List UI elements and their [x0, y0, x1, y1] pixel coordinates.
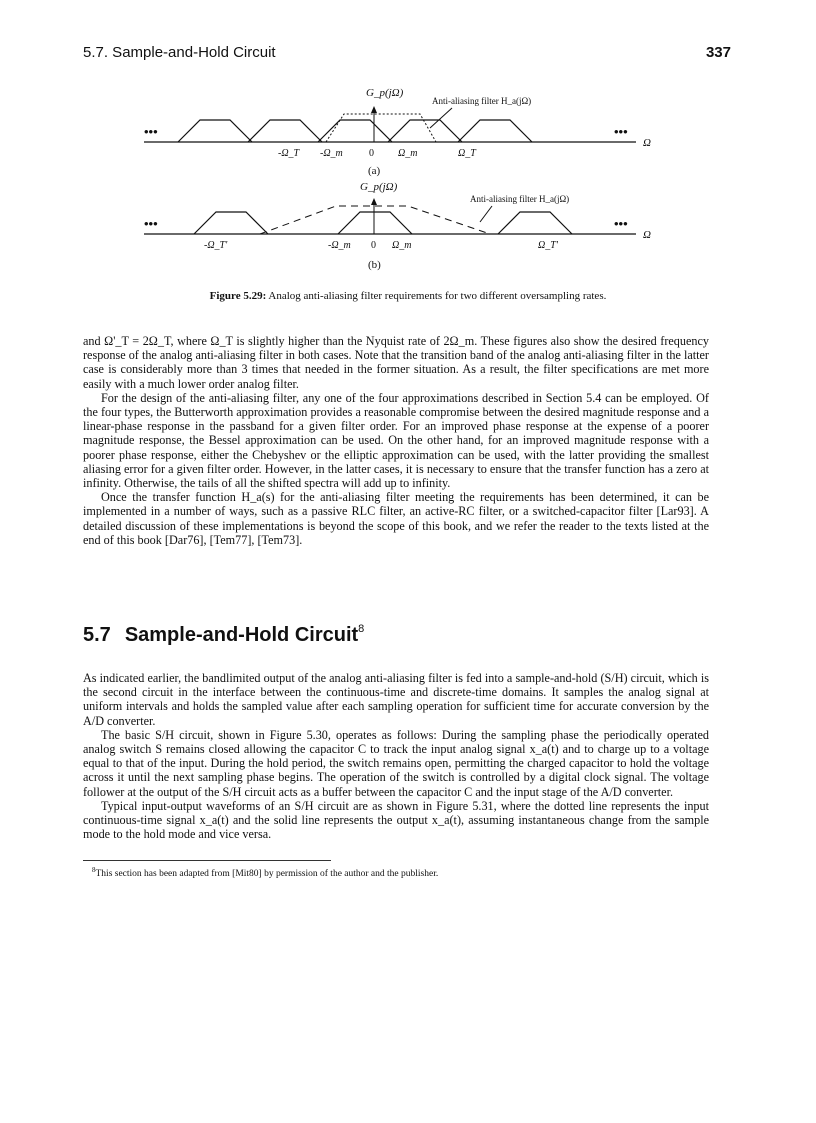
- panel-b-arrow-head: [371, 198, 377, 205]
- footnote-text: This section has been adapted from [Mit80] by permission of the author and the publisher.: [95, 869, 439, 880]
- section-body-2: [83, 671, 709, 841]
- figure-caption-text: Analog anti-aliasing filter requirements for two different oversampling rates.: [266, 290, 607, 302]
- panel-b-spectrum-baseband: [338, 212, 412, 234]
- section-title: Sample-and-Hold Circuit: [124, 624, 359, 646]
- running-head: [83, 44, 731, 64]
- panel-a-spectrum-label: G_p(jΩ): [366, 87, 404, 99]
- panel-b-filter-pointer: [480, 206, 492, 222]
- panel-a-filter-pointer: [430, 108, 452, 128]
- panel-b-right-ellipsis: •••: [614, 216, 628, 231]
- panel-b-tick-5: Ω_T': [538, 240, 558, 251]
- panel-b-filter-label: Anti-aliasing filter H_a(jΩ): [470, 194, 570, 204]
- figure-caption-label: Figure 5.29:: [209, 290, 267, 302]
- panel-a-axis-label: Ω: [643, 137, 651, 149]
- panel-a-spectrum-baseband: [318, 120, 392, 142]
- footnote-divider: [83, 860, 331, 861]
- panel-a-left-ellipsis: •••: [144, 124, 158, 139]
- panel-b-spectrum-label: G_p(jΩ): [360, 181, 398, 193]
- page-number: 337: [705, 44, 731, 61]
- paragraph: and Ω'_T = 2Ω_T, where Ω_T is slightly higher than the Nyquist rate of 2Ω_m. These figures also show the desired frequency response of the analog anti-aliasing filter in both cases. Note that the transition band of the analog anti-aliasing filter in the latter case is considerably more than 3 times that needed in the former situation. As a result, the filter specifications are met more easily with a much lower order analog filter.: [83, 334, 709, 391]
- panel-a-filter-label: Anti-aliasing filter H_a(jΩ): [432, 96, 532, 106]
- paragraph: The basic S/H circuit, shown in Figure 5.30, operates as follows: During the sampling phase the periodically operated analog switch S remains closed allowing the capacitor C to track the input analog signal x_a(t) and to charge up to a voltage equal to that of the input. During the hold period, the switch remains open, permitting the charged capacitor to hold the voltage across it until the next sampling phase begins. The operation of the switch is controlled by a digital clock signal. The voltage follower at the output of the S/H circuit acts as a buffer between the capacitor C and the input stage of the A/D converter.: [83, 727, 709, 799]
- panel-a-filter-curve: [326, 114, 436, 142]
- panel-a-spectrum-copy-4: [458, 120, 532, 142]
- figure-caption: [0, 290, 816, 302]
- panel-a-tick-2: -Ω_m: [320, 148, 343, 159]
- section-body-1: [83, 334, 709, 547]
- panel-b-tick-3: 0: [371, 240, 376, 251]
- panel-b-tick-1: -Ω_T': [204, 240, 228, 251]
- panel-b-axis-label: Ω: [643, 229, 651, 241]
- panel-a-tick-4: Ω_m: [398, 148, 418, 159]
- panel-a-spectrum-copy-1: [178, 120, 252, 142]
- panel-b-filter-curve: [260, 206, 490, 234]
- panel-b-tick-2: -Ω_m: [328, 240, 351, 251]
- footnote-reference[interactable]: 8: [358, 623, 365, 635]
- panel-b-spectrum-copy-1: [194, 212, 268, 234]
- section-heading: [83, 623, 364, 647]
- paragraph: Typical input-output waveforms of an S/H circuit are as shown in Figure 5.31, where the dotted line represents the input continuous-time signal x_a(t) and the solid line represents the output x_a(t), assuming instantaneous change from the sample mode to the hold mode and vice versa.: [83, 798, 709, 842]
- panel-a-spectrum-copy-2: [248, 120, 322, 142]
- paragraph: As indicated earlier, the bandlimited output of the analog anti-aliasing filter is fed into a sample-and-hold (S/H) circuit, which is the second circuit in the interface between the continuous-time and discrete-time domains. It samples the analog signal at uniform intervals and holds the sampled value after each sampling operation for sufficient time for accurate conversion by the A/D converter.: [83, 671, 709, 728]
- panel-a-arrow-head: [371, 106, 377, 113]
- footnote: [92, 866, 438, 879]
- panel-a-spectrum-copy-3: [388, 120, 462, 142]
- paragraph: Once the transfer function H_a(s) for the anti-aliasing filter meeting the requirements has been determined, it can be implemented in a number of ways, such as a passive RLC filter, an active-RC filter, or a switched-capacitor filter [Lar93]. A detailed discussion of these implementations is beyond the scope of this book, and we refer the reader to the texts listed at the end of this book [Dar76], [Tem77], [Tem73].: [83, 490, 709, 547]
- figure-5-29: [140, 82, 680, 282]
- panel-a-label: (a): [368, 165, 381, 177]
- panel-a-right-ellipsis: •••: [614, 124, 628, 139]
- figure-svg: [140, 82, 680, 282]
- panel-b-tick-4: Ω_m: [392, 240, 412, 251]
- panel-a-tick-3: 0: [369, 148, 374, 159]
- section-number: 5.7: [83, 624, 111, 646]
- panel-a-tick-5: Ω_T: [458, 148, 476, 159]
- panel-b-left-ellipsis: •••: [144, 216, 158, 231]
- panel-b-label: (b): [368, 259, 381, 271]
- running-head-section: 5.7. Sample-and-Hold Circuit: [83, 44, 276, 61]
- panel-b-spectrum-copy-2: [498, 212, 572, 234]
- paragraph: For the design of the anti-aliasing filter, any one of the four approximations described in Section 5.4 can be employed. Of the four types, the Butterworth approximation provides a reasonable compromise between the desired magnitude response and a linear-phase response in the passband for a given filter order. For an improved phase response at the expense of a poorer magnitude response, the Bessel approximation can be used. On the other hand, for an improved magnitude response with a poorer phase response, either the Chebyshev or the elliptic approximation can be used, with the latter providing the smallest aliasing error for a given filter order. However, in the latter cases, it is necessary to ensure that the transfer function has a zero at infinity. Otherwise, the tails of all the shifted spectra will add up to infinity.: [83, 390, 709, 491]
- panel-a-tick-1: -Ω_T: [278, 148, 300, 159]
- footnote-mark: 8: [92, 866, 96, 874]
